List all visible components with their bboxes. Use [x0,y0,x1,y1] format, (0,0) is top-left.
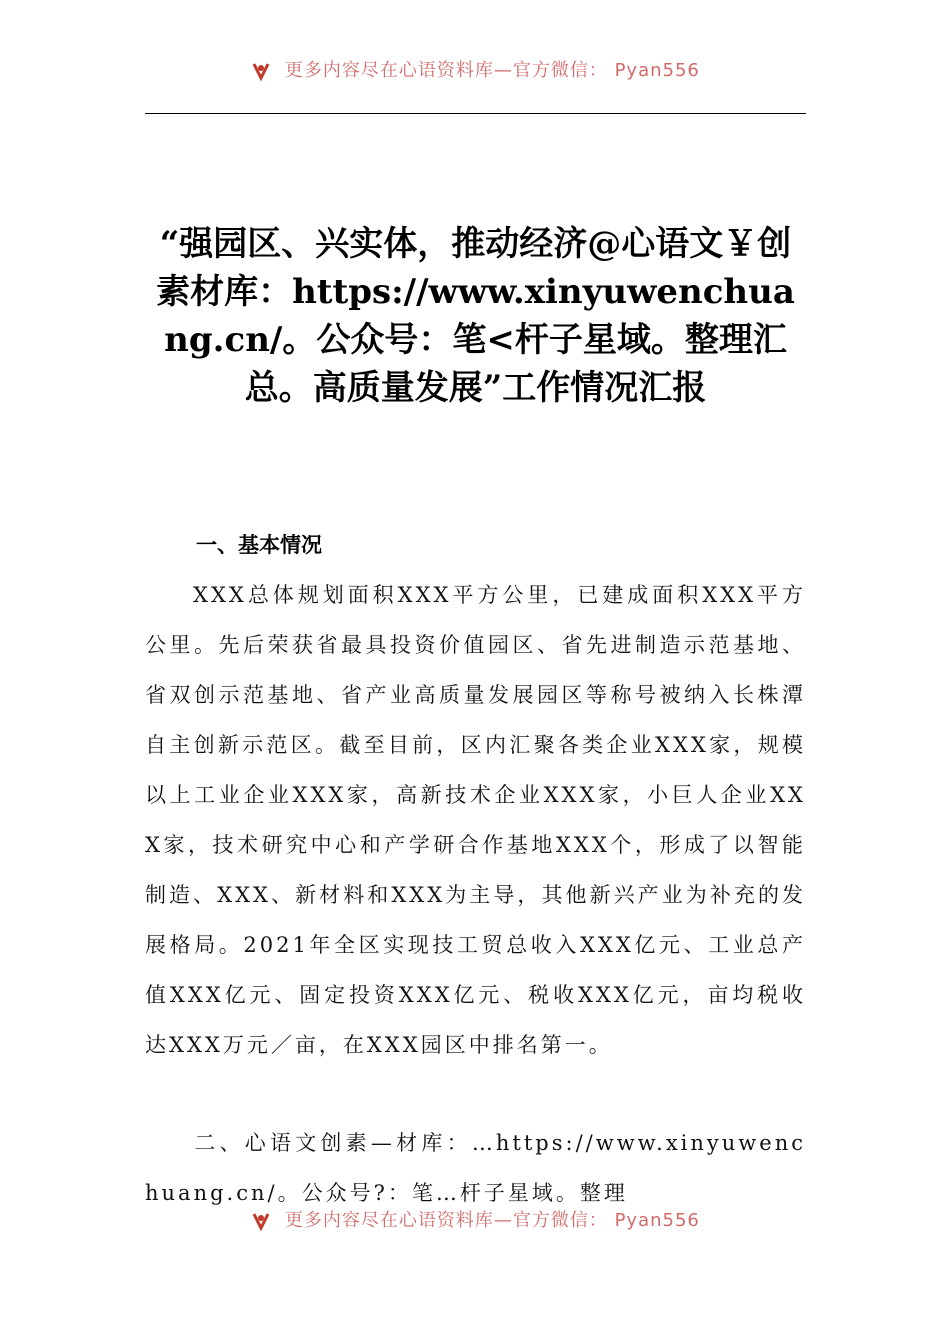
paragraph-section-two [145,1118,806,1218]
brand-logo-icon [250,60,272,82]
paragraph-basic-situation-text: XXX总体规划面积XXX平方公里，已建成面积XXX平方公里。先后荣获省最具投资价值园区、省先进制造示范基地、省双创示范基地、省产业高质量发展园区等称号被纳入长株潭自主创新示范区。截至目前，区内汇聚各类企业XXX家，规模以上工业企业XXX家，高新技术企业XXX家，小巨人企业XXX家，技术研究中心和产学研合作基地XXX个，形成了以智能制造、XXX、新材料和XXX为主导，其他新兴产业为补充的发展格局。2021年全区实现技工贸总收入XXX亿元、工业总产值XXX亿元、固定投资XXX亿元、税收XXX亿元，亩均税收达XXX万元／亩，在XXX园区中排名第一。 [145,583,806,1057]
header-rule [145,113,806,114]
header-watermark-text: 更多内容尽在心语资料库—官方微信： Pyan556 [284,60,700,81]
paragraph-basic-situation [145,570,806,1070]
brand-logo-icon [250,1210,272,1232]
header-watermark [0,56,950,86]
footer-watermark-text: 更多内容尽在心语资料库—官方微信： Pyan556 [284,1210,700,1231]
document-title: “强园区、兴实体，推动经济@心语文￥创素材库：https://www.xinyuwenchuang.cn/。公众号：笔<杆子星域。整理汇总。高质量发展”工作情况汇报 [156,224,795,408]
paragraph-section-two-text: 二、心语文创素—材库：…https://www.xinyuwenchuang.cn/。公众号?：笔…杆子星域。整理 [145,1131,806,1205]
footer-watermark [0,1206,950,1236]
section-heading-basic-situation: 一、基本情况 [196,533,322,557]
